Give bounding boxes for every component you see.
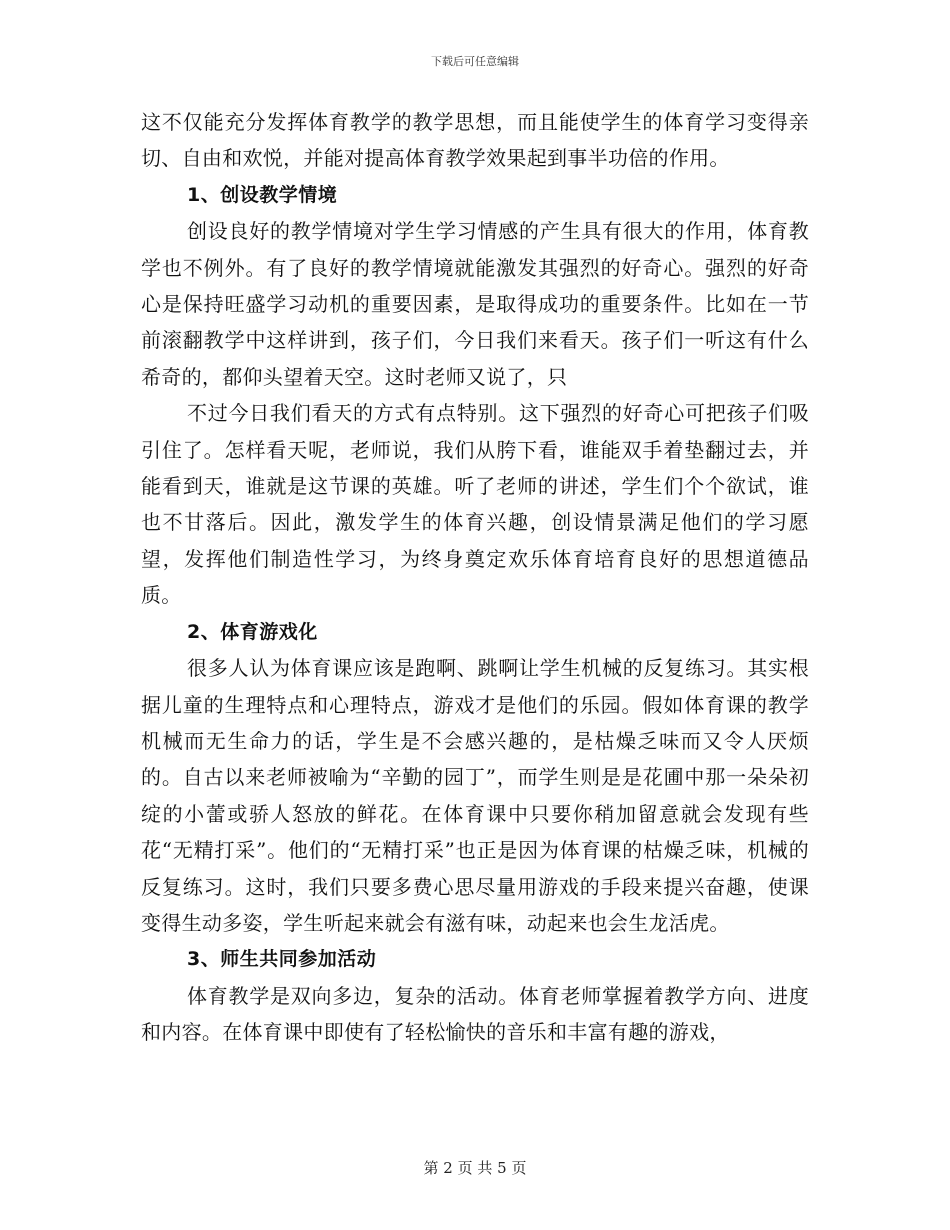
page-footer: 第 2 页 共 5 页: [423, 1159, 527, 1177]
document-body: [141, 104, 809, 1051]
section-heading-3: 3、师生共同参加活动: [187, 948, 377, 971]
page-header: 下载后可任意编辑: [431, 55, 519, 68]
paragraph-continuation: 这不仅能充分发挥体育教学的教学思想，而且能使学生的体育学习变得亲切、自由和欢悦，并能对提高体育教学效果起到事半功倍的作用。: [141, 110, 809, 171]
paragraph-games: 很多人认为体育课应该是跑啊、跳啊让学生机械的反复练习。其实根据儿童的生理特点和心理特点，游戏才是他们的乐园。假如体育课的教学机械而无生命力的话，学生是不会感兴趣的，是枯燥乏味而又令人厌烦的。自古以来老师被喻为“辛勤的园丁”，而学生则是是花圃中那一朵朵初绽的小蕾或骄人怒放的鲜花。在体育课中只要你稍加留意就会发现有些花“无精打采”。他们的“无精打采”也正是因为体育课的枯燥乏味，机械的反复练习。这时，我们只要多费心思尽量用游戏的手段来提兴奋趣，使课变得生动多姿，学生听起来就会有滋有味，动起来也会生龙活虎。: [141, 656, 809, 935]
section-heading-1: 1、创设教学情境: [187, 183, 338, 206]
paragraph-teaching-situation: 创设良好的教学情境对学生学习情感的产生具有很大的作用，体育教学也不例外。有了良好的教学情境就能激发其强烈的好奇心。强烈的好奇心是保持旺盛学习动机的重要因素，是取得成功的重要条件。比如在一节前滚翻教学中这样讲到，孩子们，今日我们来看天。孩子们一听这有什么希奇的，都仰头望着天空。这时老师又说了，只: [141, 219, 809, 389]
paragraph-teacher-student: 体育教学是双向多边，复杂的活动。体育老师掌握着教学方向、进度和内容。在体育课中即使有了轻松愉快的音乐和丰富有趣的游戏，: [141, 983, 809, 1045]
section-heading-2: 2、体育游戏化: [187, 620, 318, 643]
paragraph-curiosity: 不过今日我们看天的方式有点特别。这下强烈的好奇心可把孩子们吸引住了。怎样看天呢，老师说，我们从胯下看，谁能双手着垫翻过去，并能看到天，谁就是这节课的英雄。听了老师的讲述，学生们个个欲试，谁也不甘落后。因此，激发学生的体育兴趣，创设情景满足他们的学习愿望，发挥他们制造性学习，为终身奠定欢乐体育培育良好的思想道德品质。: [141, 401, 809, 608]
